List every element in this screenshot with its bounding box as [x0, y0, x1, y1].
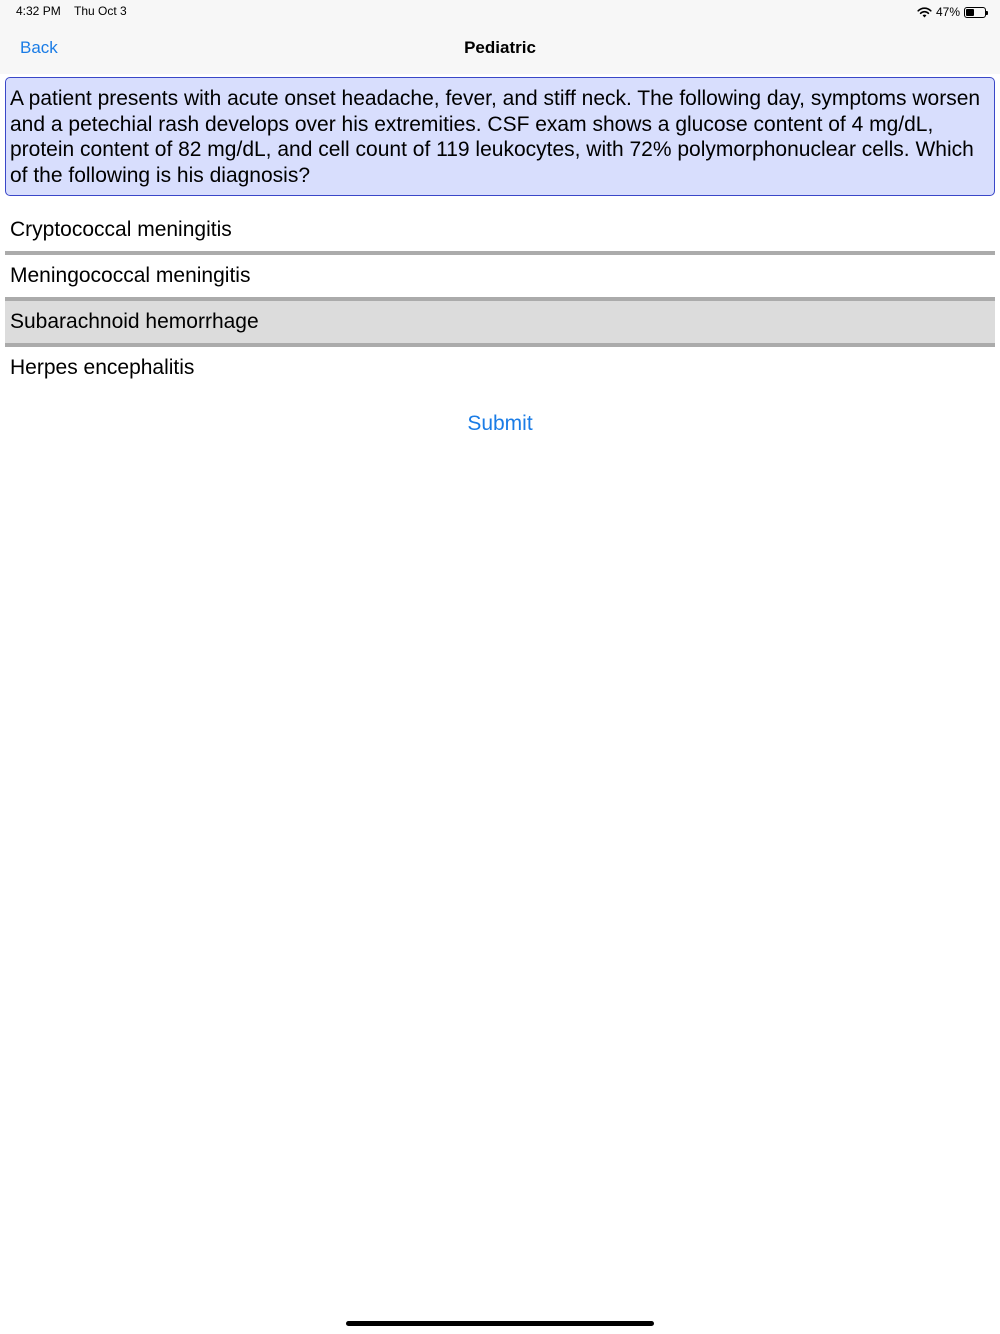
battery-cap: [986, 11, 988, 15]
battery-icon: [964, 7, 986, 18]
battery-percent: 47%: [935, 5, 960, 19]
wifi-icon: [917, 7, 932, 18]
answer-options: [5, 209, 995, 389]
page-title: Pediatric: [464, 38, 536, 57]
status-indicators: [917, 4, 986, 20]
status-bar: [0, 0, 1000, 24]
submit-button[interactable]: Submit: [467, 412, 533, 435]
battery-level-fill: [966, 9, 974, 16]
answer-option[interactable]: Subarachnoid hemorrhage: [5, 301, 995, 343]
status-time: 4:32 PM: [16, 4, 61, 18]
answer-option[interactable]: Meningococcal meningitis: [5, 255, 995, 297]
answer-option[interactable]: Cryptococcal meningitis: [5, 209, 995, 251]
back-button[interactable]: Back: [20, 38, 58, 57]
question-text: A patient presents with acute onset headache, fever, and stiff neck. The following day, symptoms worsen and a petechial rash develops over his extremities. CSF exam shows a glucose content of 4 mg/dL, protein content of 82 mg/dL, and cell count of 119 leukocytes, with 72% polymorphonuclear cells. Which of the following is his diagnosis?: [5, 77, 995, 196]
navigation-bar: [0, 24, 1000, 74]
answer-option[interactable]: Herpes encephalitis: [5, 347, 995, 389]
status-date: Thu Oct 3: [74, 4, 127, 18]
home-indicator[interactable]: [346, 1321, 654, 1326]
